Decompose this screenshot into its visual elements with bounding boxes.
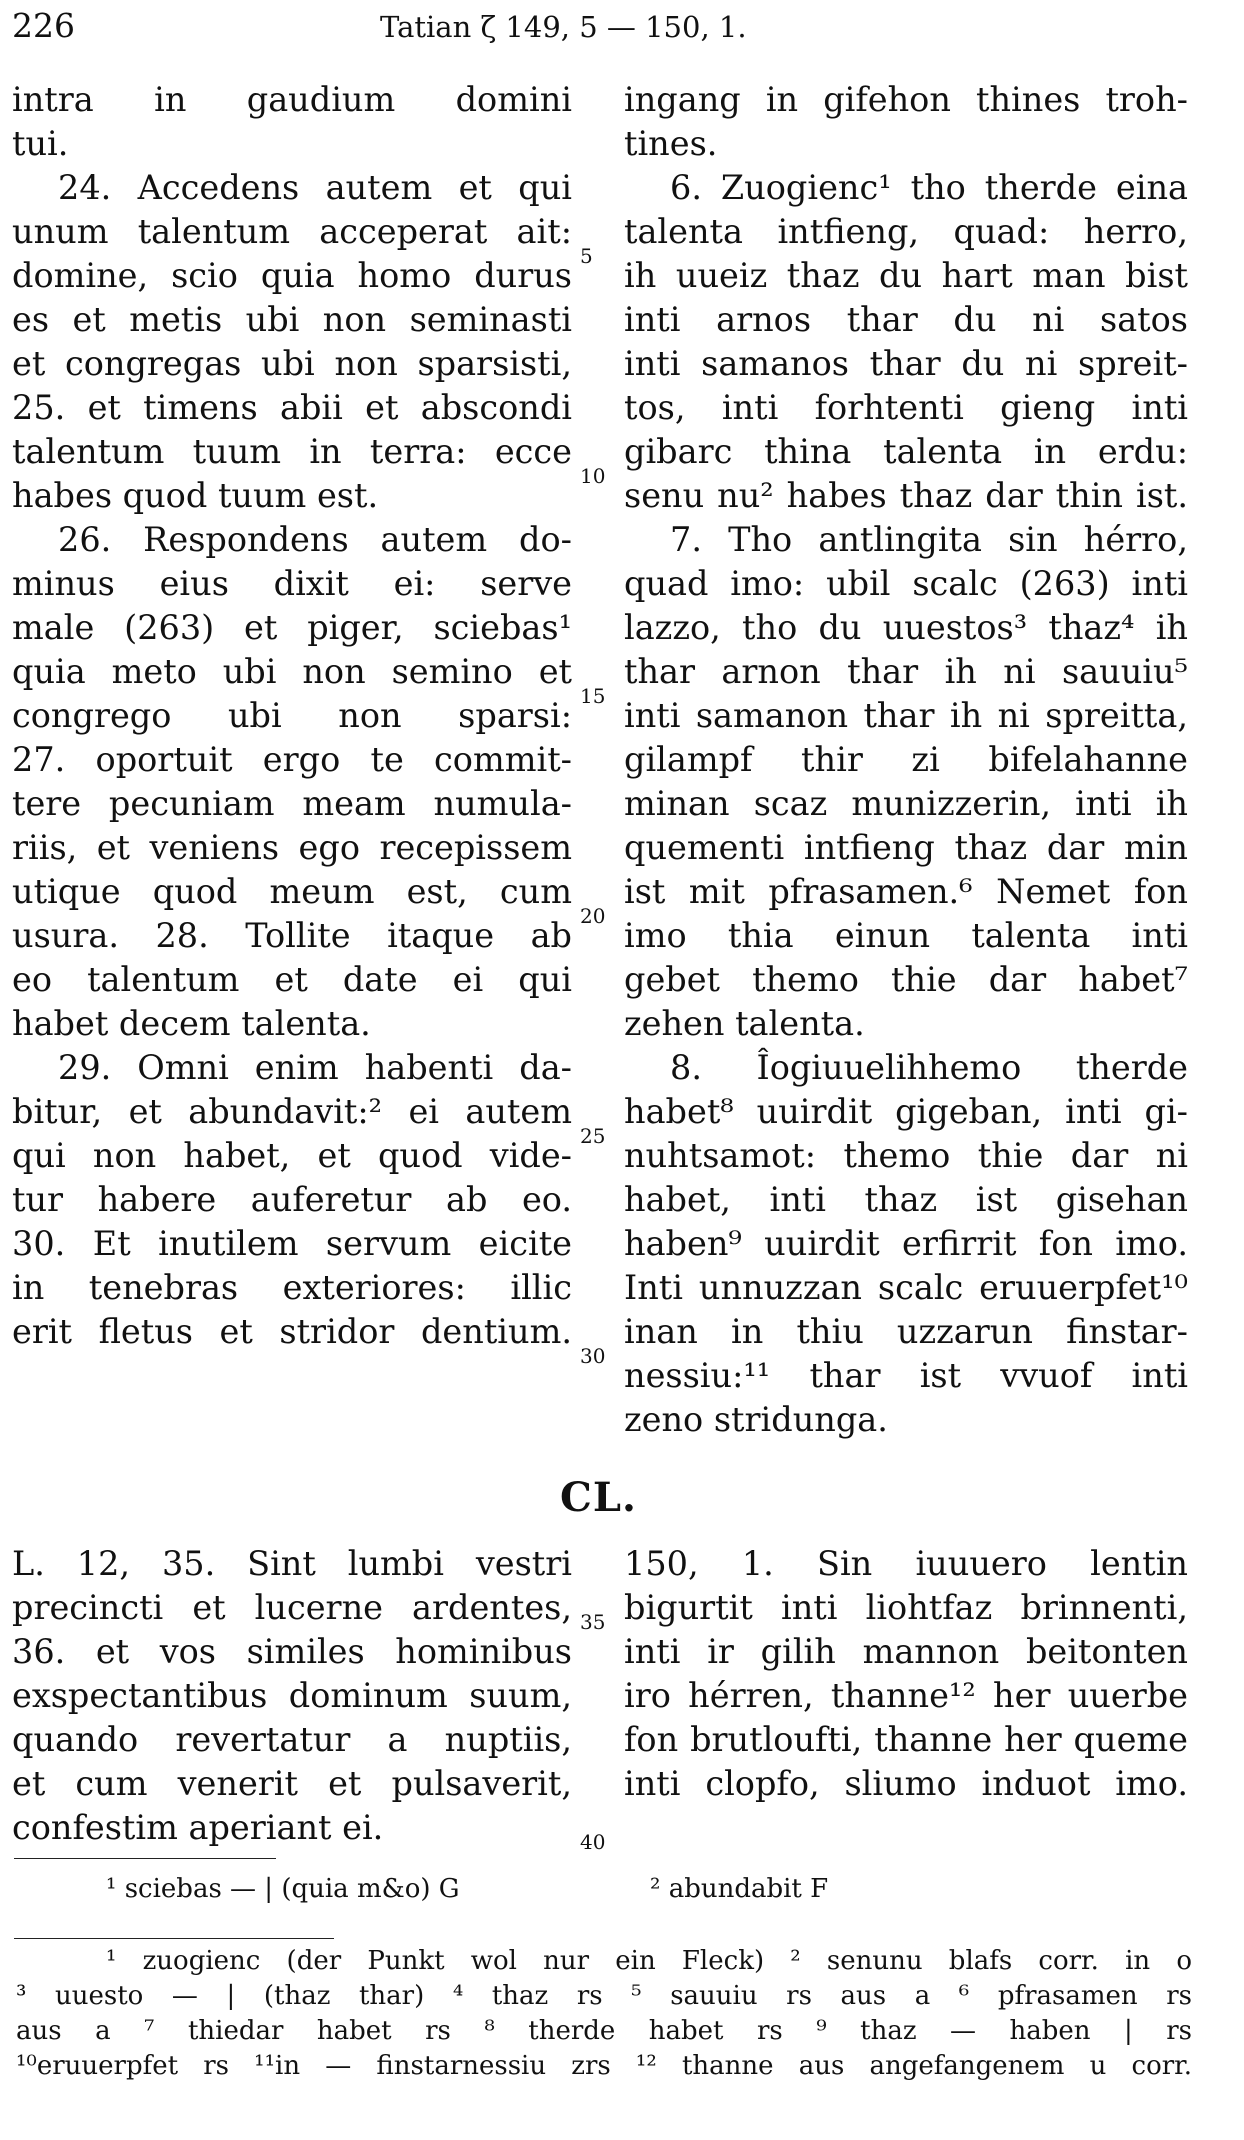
text-line: 8. Îogiuuelihhemo therde — [670, 1048, 1188, 1087]
text-line: minan scaz munizzerin, inti ih — [624, 784, 1188, 823]
text-line: fon brutloufti, thanne her queme — [624, 1720, 1188, 1759]
text-line: L. 12, 35. Sint lumbi vestri — [12, 1544, 572, 1583]
text-line: zehen talenta. — [624, 1004, 865, 1043]
text-line: tines. — [624, 124, 718, 163]
page-number: 226 — [12, 6, 75, 45]
text-line: minus eius dixit ei: serve — [12, 564, 572, 603]
text-line: inan in thiu uzzarun finstar- — [624, 1312, 1188, 1351]
text-line: zeno stridunga. — [624, 1400, 888, 1439]
text-line: erit fletus et stridor dentium. — [12, 1312, 572, 1351]
text-line: ih uueiz thaz du hart man bist — [624, 256, 1188, 295]
section-title: CL. — [560, 1474, 637, 1521]
text-line: tos, inti forhtenti gieng inti — [624, 388, 1188, 427]
text-line: 7. Tho antlingita sin hérro, — [670, 520, 1188, 559]
text-line: 27. oportuit ergo te commit- — [12, 740, 572, 779]
line-number: 30 — [580, 1344, 606, 1368]
text-line: iro hérren, thanne¹² her uuerbe — [624, 1676, 1188, 1715]
text-line: quia meto ubi non semino et — [12, 652, 572, 691]
text-line: nuhtsamot: themo thie dar ni — [624, 1136, 1188, 1175]
text-line: in tenebras exteriores: illic — [12, 1268, 572, 1307]
text-line: unum talentum acceperat ait: — [12, 212, 572, 251]
text-line: ist mit pfrasamen.⁶ Nemet fon — [624, 872, 1188, 911]
footnote-rule — [14, 1938, 334, 1939]
ohg-column-149 — [624, 78, 1188, 1442]
text-line: 26. Respondens autem do- — [58, 520, 572, 559]
footnote-line: ¹⁰eruuerpfet rs ¹¹in — finstarnessiu zrs ¹² thanne aus angefangenem u corr. — [16, 2051, 1192, 2081]
text-line: male (263) et piger, sciebas¹ — [12, 608, 572, 647]
footnote-rule — [14, 1858, 276, 1859]
text-line: confestim aperiant ei. — [12, 1808, 384, 1847]
text-line: lazzo, tho du uuestos³ thaz⁴ ih — [624, 608, 1188, 647]
line-number: 15 — [580, 684, 606, 708]
text-line: tui. — [12, 124, 69, 163]
text-line: et congregas ubi non sparsisti, — [12, 344, 572, 383]
text-line: riis, et veniens ego recepissem — [12, 828, 572, 867]
footnote-latin-2: ² abundabit F — [650, 1874, 829, 1904]
text-line: eo talentum et date ei qui — [12, 960, 572, 999]
text-line: imo thia einun talenta inti — [624, 916, 1188, 955]
text-line: inti ir gilih mannon beitonten — [624, 1632, 1188, 1671]
line-number: 35 — [580, 1610, 606, 1634]
text-line: intra in gaudium domini — [12, 80, 572, 119]
text-line: habet decem talenta. — [12, 1004, 371, 1043]
text-line: es et metis ubi non seminasti — [12, 300, 572, 339]
text-line: habes quod tuum est. — [12, 476, 379, 515]
text-line: tere pecuniam meam numula- — [12, 784, 572, 823]
line-number: 40 — [580, 1830, 606, 1854]
text-line: 30. Et inutilem servum eicite — [12, 1224, 572, 1263]
ohg-column-150 — [624, 1542, 1188, 1806]
text-line: 6. Zuogienc¹ tho therde eina — [670, 168, 1188, 207]
text-line: utique quod meum est, cum — [12, 872, 572, 911]
text-line: inti arnos thar du ni satos — [624, 300, 1188, 339]
text-line: quad imo: ubil scalc (263) inti — [624, 564, 1188, 603]
footnotes-ohg — [16, 1944, 1192, 2084]
text-line: 36. et vos similes hominibus — [12, 1632, 572, 1671]
footnote-line: ³ uuesto — | (thaz thar) ⁴ thaz rs ⁵ sauuiu rs aus a ⁶ pfrasamen rs — [16, 1981, 1192, 2011]
text-line: bigurtit inti liohtfaz brinnenti, — [624, 1588, 1188, 1627]
footnote-line: aus a ⁷ thiedar habet rs ⁸ therde habet rs ⁹ thaz — haben | rs — [16, 2016, 1192, 2046]
text-line: senu nu² habes thaz dar thin ist. — [624, 476, 1188, 515]
text-line: exspectantibus dominum suum, — [12, 1676, 572, 1715]
text-line: habet, inti thaz ist gisehan — [624, 1180, 1188, 1219]
line-number: 5 — [580, 244, 593, 268]
text-line: nessiu:¹¹ thar ist vvuof inti — [624, 1356, 1188, 1395]
page-header — [12, 6, 1182, 50]
text-line: ingang in gifehon thines troh- — [624, 80, 1188, 119]
running-title: Tatian ζ 149, 5 — 150, 1. — [380, 10, 747, 44]
text-line: talentum tuum in terra: ecce — [12, 432, 572, 471]
text-line: 29. Omni enim habenti da- — [58, 1048, 572, 1087]
line-number: 10 — [580, 464, 606, 488]
text-line: inti clopfo, sliumo induot imo. — [624, 1764, 1188, 1803]
text-line: precincti et lucerne ardentes, — [12, 1588, 572, 1627]
text-line: gibarc thina talenta in erdu: — [624, 432, 1188, 471]
text-line: 24. Accedens autem et qui — [58, 168, 572, 207]
text-line: quando revertatur a nuptiis, — [12, 1720, 572, 1759]
footnote-line: ¹ zuogienc (der Punkt wol nur ein Fleck) ² senunu blafs corr. in o — [106, 1946, 1192, 1976]
text-line: Inti unnuzzan scalc eruuerpfet¹⁰ — [624, 1268, 1188, 1307]
text-line: 25. et timens abii et abscondi — [12, 388, 572, 427]
text-line: bitur, et abundavit:² ei autem — [12, 1092, 572, 1131]
text-line: et cum venerit et pulsaverit, — [12, 1764, 572, 1803]
text-line: inti samanon thar ih ni spreitta, — [624, 696, 1188, 735]
text-line: usura. 28. Tollite itaque ab — [12, 916, 572, 955]
line-number: 20 — [580, 904, 606, 928]
text-line: habet⁸ uuirdit gigeban, inti gi- — [624, 1092, 1188, 1131]
text-line: thar arnon thar ih ni sauuiu⁵ — [624, 652, 1188, 691]
text-line: haben⁹ uuirdit erfirrit fon imo. — [624, 1224, 1188, 1263]
text-line: 150, 1. Sin iuuuero lentin — [624, 1544, 1188, 1583]
text-line: talenta intfieng, quad: herro, — [624, 212, 1188, 251]
text-line: gebet themo thie dar habet⁷ — [624, 960, 1188, 999]
text-line: domine, scio quia homo durus — [12, 256, 572, 295]
footnote-latin-1: ¹ sciebas — | (quia m&o) G — [106, 1874, 460, 1904]
latin-column-150 — [12, 1542, 572, 1850]
text-line: quementi intfieng thaz dar min — [624, 828, 1188, 867]
text-line: tur habere auferetur ab eo. — [12, 1180, 572, 1219]
latin-column-149 — [12, 78, 572, 1354]
text-line: qui non habet, et quod vide- — [12, 1136, 572, 1175]
line-number: 25 — [580, 1124, 606, 1148]
text-line: gilampf thir zi bifelahanne — [624, 740, 1188, 779]
text-line: inti samanos thar du ni spreit- — [624, 344, 1188, 383]
text-line: congrego ubi non sparsi: — [12, 696, 572, 735]
